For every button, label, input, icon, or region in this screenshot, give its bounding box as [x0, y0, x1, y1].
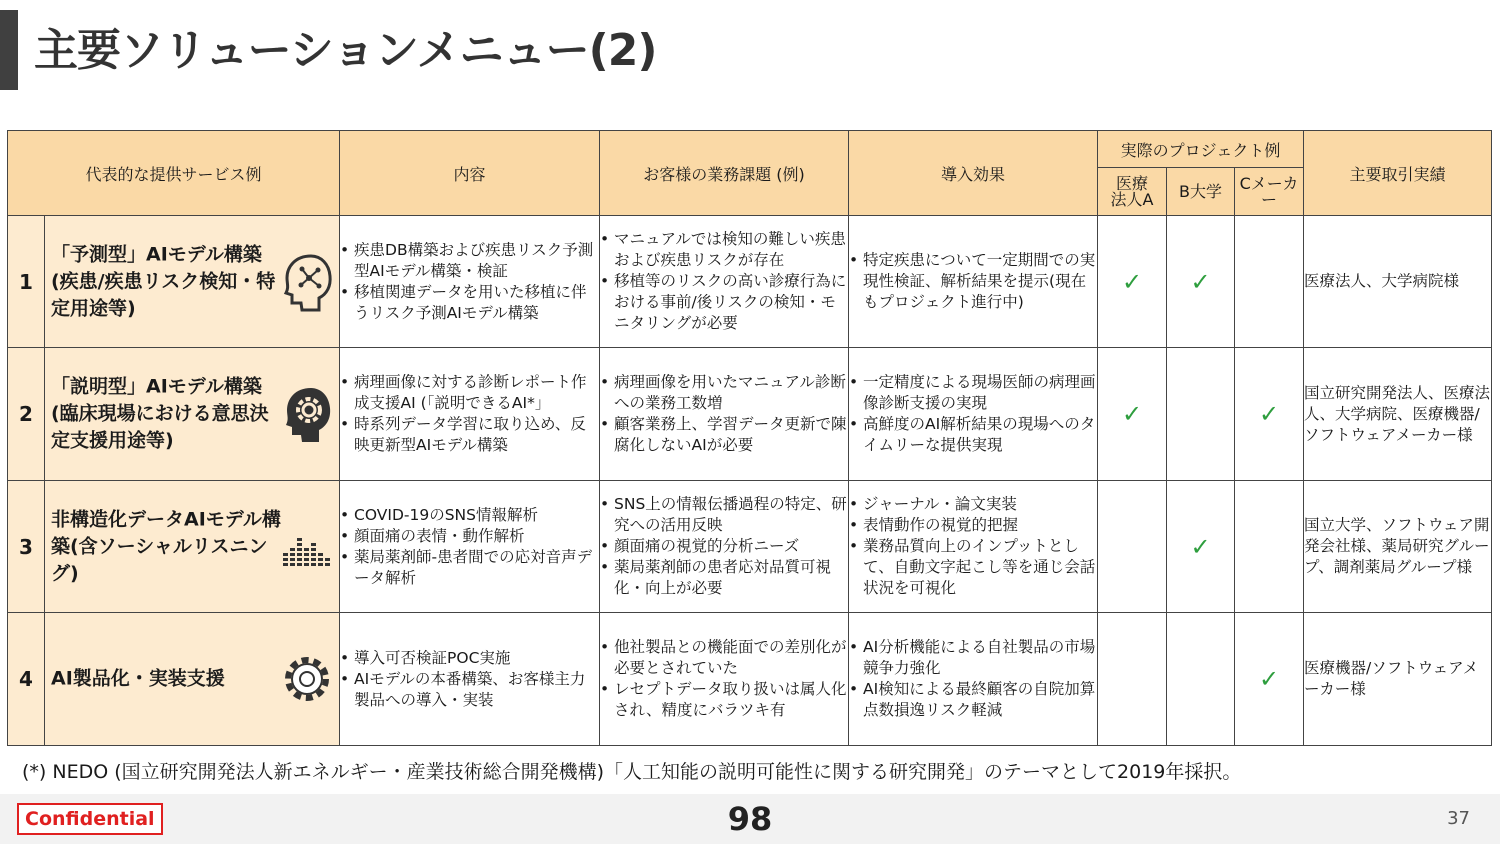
list-item: • 病理画像を用いたマニュアル診断への業務工数増: [600, 372, 848, 414]
service-cell: [45, 348, 340, 481]
footnote: (*) NEDO (国立研究開発法人新エネルギー・産業技術総合開発機構)「人工知能の説明可能性に関する研究開発」のテーマとして2019年採択。: [22, 761, 1242, 783]
list-item: • ジャーナル・論文実装: [849, 494, 1097, 515]
list-item: • 疾患DB構築および疾患リスク予測型AIモデル構築・検証: [340, 240, 599, 282]
list-item: • 病理画像に対する診断レポート作成支援AI (「説明できるAI*」: [340, 372, 599, 414]
list-item: • 導入可否検証POC実施: [340, 648, 599, 669]
check-mark-a: ✓: [1098, 348, 1167, 481]
effects-cell: [849, 348, 1098, 481]
check-mark-c: ✓: [1235, 348, 1304, 481]
content-cell: [340, 348, 600, 481]
service-name: AI製品化・実装支援: [51, 667, 225, 690]
list-item: • 表情動作の視覚的把握: [849, 515, 1097, 536]
check-mark-b: ✓: [1167, 481, 1235, 613]
list-item: • AI検知による最終顧客の自院加算点数損逸リスク軽減: [849, 679, 1097, 721]
header-service: 代表的な提供サービス例: [8, 131, 340, 216]
list-item: • 他社製品との機能面での差別化が必要とされていた: [600, 637, 848, 679]
content-cell: [340, 613, 600, 746]
header-proj-c: Cメーカー: [1235, 168, 1304, 216]
list-item: • AIモデルの本番構築、お客様主力製品への導入・実装: [340, 669, 599, 711]
company-logo: [726, 800, 774, 836]
header-projects: 実際のプロジェクト例: [1098, 131, 1304, 168]
confidential-label: Confidential: [17, 803, 163, 835]
check-empty-b: [1167, 348, 1235, 481]
list-item: • 特定疾患について一定期間での実現性検証、解析結果を提示(現在もプロジェクト進行中): [849, 250, 1097, 313]
solution-table: [7, 130, 1492, 746]
clients-cell: 医療機器/ソフトウェアメーカー様: [1304, 613, 1492, 746]
page-title: 主要ソリューションメニュー(2): [34, 25, 657, 76]
header-content: 内容: [340, 131, 600, 216]
list-item: • COVID-19のSNS情報解析: [340, 505, 599, 526]
list-item: • 移植等のリスクの高い診療行為における事前/後リスクの検知・モニタリングが必要: [600, 271, 848, 334]
row-number: 1: [8, 216, 45, 348]
content-cell: [340, 481, 600, 613]
list-item: • 薬局薬剤師-患者間での応対音声データ解析: [340, 547, 599, 589]
issues-cell: [600, 348, 849, 481]
issues-cell: [600, 481, 849, 613]
row-number: 3: [8, 481, 45, 613]
service-cell: [45, 613, 340, 746]
list-item: • 時系列データ学習に取り込め、反映更新型AIモデル構築: [340, 414, 599, 456]
check-empty-c: [1235, 216, 1304, 348]
list-item: • レセプトデータ取り扱いは属人化され、精度にバラツキ有: [600, 679, 848, 721]
list-item: • 薬局薬剤師の患者応対品質可視化・向上が必要: [600, 557, 848, 599]
list-item: • 高鮮度のAI解析結果の現場へのタイムリーな提供実現: [849, 414, 1097, 456]
list-item: • SNS上の情報伝播過程の特定、研究への活用反映: [600, 494, 848, 536]
effects-cell: [849, 216, 1098, 348]
check-mark-a: ✓: [1098, 216, 1167, 348]
service-name: 「予測型」AIモデル構築(疾患/疾患リスク検知・特定用途等): [51, 243, 276, 319]
list-item: • 顔面痛の視覚的分析ニーズ: [600, 536, 848, 557]
check-empty-a: [1098, 613, 1167, 746]
check-mark-c: ✓: [1235, 613, 1304, 746]
table-row: [8, 216, 1492, 348]
list-item: • 顧客業務上、学習データ更新で陳腐化しないAIが必要: [600, 414, 848, 456]
header-clients: 主要取引実績: [1304, 131, 1492, 216]
issues-cell: [600, 613, 849, 746]
list-item: • マニュアルでは検知の難しい疾患および疾患リスクが存在: [600, 229, 848, 271]
header-issues: お客様の業務課題 (例): [600, 131, 849, 216]
service-cell: [45, 481, 340, 613]
check-mark-b: ✓: [1167, 216, 1235, 348]
effects-cell: [849, 481, 1098, 613]
content-cell: [340, 216, 600, 348]
row-number: 4: [8, 613, 45, 746]
title-accent-bar: [0, 10, 18, 90]
table-row: [8, 613, 1492, 746]
audio-bars-icon: [281, 517, 333, 577]
header-proj-a: 医療法人A: [1098, 168, 1167, 216]
effects-cell: [849, 613, 1098, 746]
clients-cell: 国立研究開発法人、医療法人、大学病院、医療機器/ソフトウェアメーカー様: [1304, 348, 1492, 481]
service-cell: [45, 216, 340, 348]
clients-cell: 国立大学、ソフトウェア開発会社様、薬局研究グループ、調剤薬局グループ様: [1304, 481, 1492, 613]
page-number: 37: [1447, 808, 1470, 829]
table-row: [8, 348, 1492, 481]
header-effects: 導入効果: [849, 131, 1098, 216]
check-empty-c: [1235, 481, 1304, 613]
table-row: [8, 481, 1492, 613]
service-name: 「説明型」AIモデル構築(臨床現場における意思決定支援用途等): [51, 375, 269, 452]
check-empty-a: [1098, 481, 1167, 613]
head-network-icon: [281, 252, 333, 312]
head-gear-icon: [281, 384, 333, 444]
list-item: • 一定精度による現場医師の病理画像診断支援の実現: [849, 372, 1097, 414]
row-number: 2: [8, 348, 45, 481]
logo-text: 98: [727, 800, 773, 836]
check-empty-b: [1167, 613, 1235, 746]
gear-icon: [281, 649, 333, 709]
clients-cell: 医療法人、大学病院様: [1304, 216, 1492, 348]
list-item: • 移植関連データを用いた移植に伴うリスク予測AIモデル構築: [340, 282, 599, 324]
service-name: 非構造化データAIモデル構築(含ソーシャルリスニング): [51, 508, 281, 584]
list-item: • AI分析機能による自社製品の市場競争力強化: [849, 637, 1097, 679]
list-item: • 顔面痛の表情・動作解析: [340, 526, 599, 547]
issues-cell: [600, 216, 849, 348]
list-item: • 業務品質向上のインプットとして、自動文字起こし等を通じ会話状況を可視化: [849, 536, 1097, 599]
header-proj-b: B大学: [1167, 168, 1235, 216]
